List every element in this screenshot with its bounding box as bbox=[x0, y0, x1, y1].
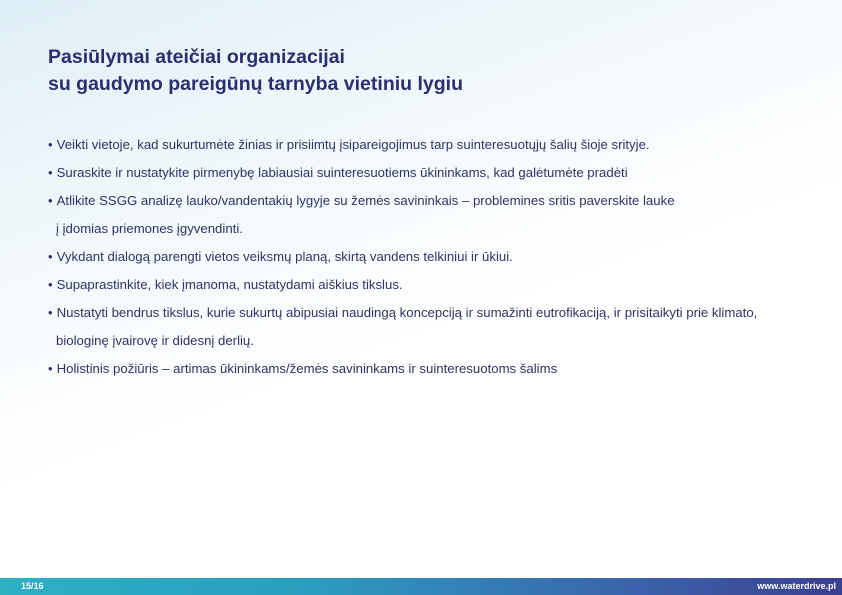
slide-title-line-1: Pasiūlymai ateičiai organizacijai bbox=[48, 46, 345, 68]
bullet-text: Veikti vietoje, kad sukurtumėte žinias ir prisiimtų įsipareigojimus tarp suinteresuotųjų šalių šioje srityje. bbox=[56, 137, 650, 152]
page-number: 15/16 bbox=[21, 581, 44, 591]
slide-title-line-2: su gaudymo pareigūnų tarnyba vietiniu lygiu bbox=[48, 73, 463, 95]
bullet-dot-icon: • bbox=[48, 193, 53, 208]
bullet-text: Nustatyti bendrus tikslus, kurie sukurtų abipusiai naudingą koncepciją ir sumažinti eutrofikaciją, ir prisitaikyti prie klimato, bbox=[56, 305, 758, 320]
bullet-text: Vykdant dialogą parengti vietos veiksmų planą, skirtą vandens telkiniui ir ūkiui. bbox=[56, 249, 513, 264]
bullet-text: Holistinis požiūris – artimas ūkininkams/žemės savininkams ir suinteresuotoms šalims bbox=[56, 361, 558, 376]
slide-title bbox=[48, 44, 808, 98]
bullet-text: Atlikite SSGG analizę lauko/vandentakių lygyje su žemės savininkais – problemines sritis paverskite lauke bbox=[56, 193, 675, 208]
bullet-item bbox=[48, 187, 828, 243]
bullet-item bbox=[48, 299, 828, 355]
bullet-dot-icon: • bbox=[48, 361, 53, 376]
bullet-text: Supaprastinkite, kiek įmanoma, nustatydami aiškius tikslus. bbox=[56, 277, 403, 292]
bullet-item bbox=[48, 243, 828, 271]
bullet-continuation: biologinę įvairovę ir didesnį derlių. bbox=[56, 333, 254, 348]
bullet-list bbox=[48, 131, 828, 383]
website-link[interactable]: www.waterdrive.pl bbox=[757, 581, 836, 591]
bullet-item bbox=[48, 131, 828, 159]
bullet-dot-icon: • bbox=[48, 165, 53, 180]
bullet-text: Suraskite ir nustatykite pirmenybę labiausiai suinteresuotiems ūkininkams, kad galėtumėte pradėti bbox=[56, 165, 628, 180]
bullet-item bbox=[48, 355, 828, 383]
bullet-dot-icon: • bbox=[48, 137, 53, 152]
bullet-dot-icon: • bbox=[48, 249, 53, 264]
bullet-dot-icon: • bbox=[48, 277, 53, 292]
bullet-item bbox=[48, 159, 828, 187]
bullet-item bbox=[48, 271, 828, 299]
bullet-continuation: į įdomias priemones įgyvendinti. bbox=[56, 221, 243, 236]
bullet-dot-icon: • bbox=[48, 305, 53, 320]
footer-bar bbox=[0, 578, 842, 595]
